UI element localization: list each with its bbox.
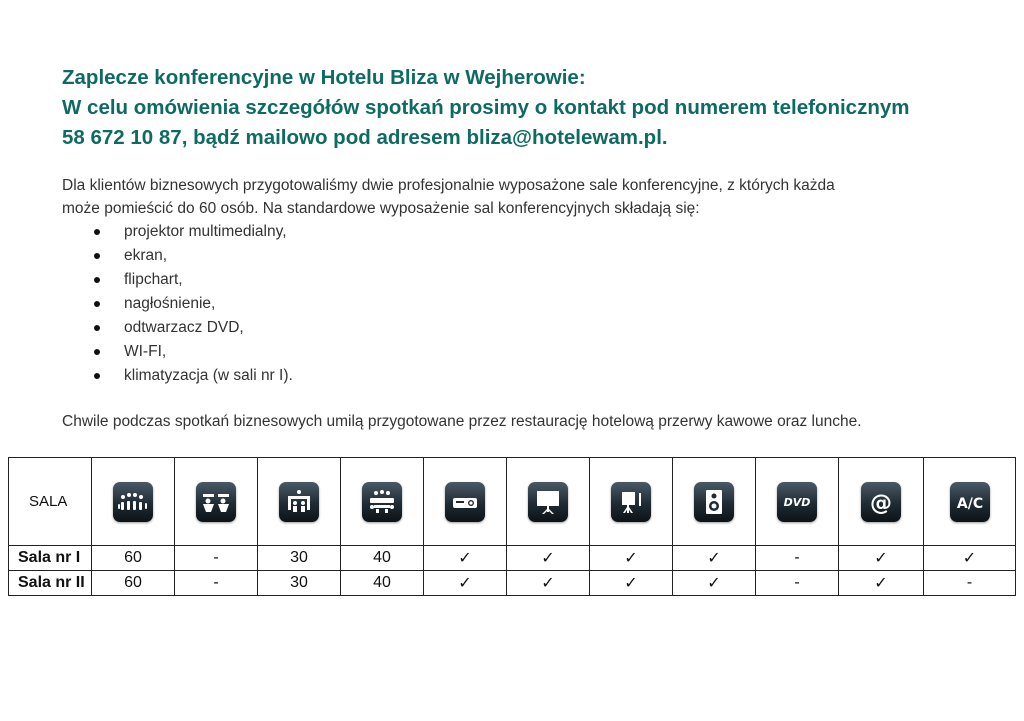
flipchart-icon (611, 482, 651, 522)
bullet-icon (94, 301, 100, 307)
bullet-icon (94, 253, 100, 259)
equipment-label: klimatyzacja (w sali nr I). (124, 367, 293, 384)
equipment-item (62, 268, 293, 292)
projector-icon (445, 482, 485, 522)
wifi-at-icon (861, 482, 901, 522)
dvd-icon-label: DVD (783, 495, 811, 509)
sala-header: SALA (9, 458, 92, 546)
equipment-item (62, 292, 293, 316)
speaker-icon (694, 482, 734, 522)
closing-paragraph: Chwile podczas spotkań biznesowych umilą przygotowane przez restaurację hotelową przerwy kawowe oraz lunche. (62, 413, 862, 430)
table-cell: 40 (341, 571, 424, 596)
equipment-label: projektor multimedialny, (124, 223, 287, 240)
table-cell: ✓ (924, 546, 1016, 571)
bullet-icon (94, 349, 100, 355)
equipment-item (62, 220, 293, 244)
equipment-item (62, 244, 293, 268)
table-cell: ✓ (590, 546, 673, 571)
table-cell: ✓ (424, 546, 507, 571)
table-header-row (9, 458, 1016, 546)
table-cell: ✓ (673, 571, 756, 596)
at-icon-label: @ (870, 490, 892, 516)
table-cell: 60 (92, 571, 175, 596)
table-cell: ✓ (839, 546, 924, 571)
table-row (9, 546, 1016, 571)
table-cell: - (924, 571, 1016, 596)
equipment-item (62, 340, 293, 364)
equipment-label: odtwarzacz DVD, (124, 319, 244, 336)
ac-icon-label: A/C (956, 495, 983, 512)
conference-rooms-table (8, 457, 1016, 596)
table-cell: ✓ (507, 571, 590, 596)
bullet-icon (94, 373, 100, 379)
theater-seating-icon (113, 482, 153, 522)
heading-line-3: 58 672 10 87, bądź mailowo pod adresem bliza@hotelewam.pl. (62, 126, 668, 149)
air-conditioning-icon (950, 482, 990, 522)
table-cell: - (175, 571, 258, 596)
room-name: Sala nr II (9, 571, 92, 596)
table-cell: ✓ (673, 546, 756, 571)
table-cell: 30 (258, 546, 341, 571)
intro-line-2: może pomieścić do 60 osób. Na standardowe wyposażenie sal konferencyjnych składają się: (62, 200, 700, 217)
table-cell: ✓ (424, 571, 507, 596)
table-cell: 40 (341, 546, 424, 571)
bullet-icon (94, 229, 100, 235)
equipment-item (62, 364, 293, 388)
table-cell: - (756, 571, 839, 596)
bullet-icon (94, 277, 100, 283)
table-row (9, 571, 1016, 596)
room-name: Sala nr I (9, 546, 92, 571)
u-shape-seating-icon (279, 482, 319, 522)
heading (62, 63, 992, 153)
table-cell: ✓ (839, 571, 924, 596)
equipment-label: ekran, (124, 247, 168, 264)
heading-line-1: Zaplecze konferencyjne w Hotelu Bliza w Wejherowie: (62, 66, 586, 89)
table-cell: 30 (258, 571, 341, 596)
table-cell: - (175, 546, 258, 571)
equipment-label: flipchart, (124, 271, 183, 288)
equipment-label: WI-FI, (124, 343, 167, 360)
table-cell: ✓ (507, 546, 590, 571)
bullet-icon (94, 325, 100, 331)
dvd-icon (777, 482, 817, 522)
equipment-label: nagłośnienie, (124, 295, 216, 312)
screen-icon (528, 482, 568, 522)
table-cell: 60 (92, 546, 175, 571)
equipment-list (62, 220, 293, 388)
classroom-seating-icon (196, 482, 236, 522)
intro-line-1: Dla klientów biznesowych przygotowaliśmy dwie profesjonalnie wyposażone sale konferencyjne, z których każda (62, 177, 835, 194)
equipment-item (62, 316, 293, 340)
table-cell: - (756, 546, 839, 571)
intro-paragraph (62, 174, 962, 220)
table-cell: ✓ (590, 571, 673, 596)
heading-line-2: W celu omówienia szczegółów spotkań prosimy o kontakt pod numerem telefonicznym (62, 96, 910, 119)
boardroom-seating-icon (362, 482, 402, 522)
